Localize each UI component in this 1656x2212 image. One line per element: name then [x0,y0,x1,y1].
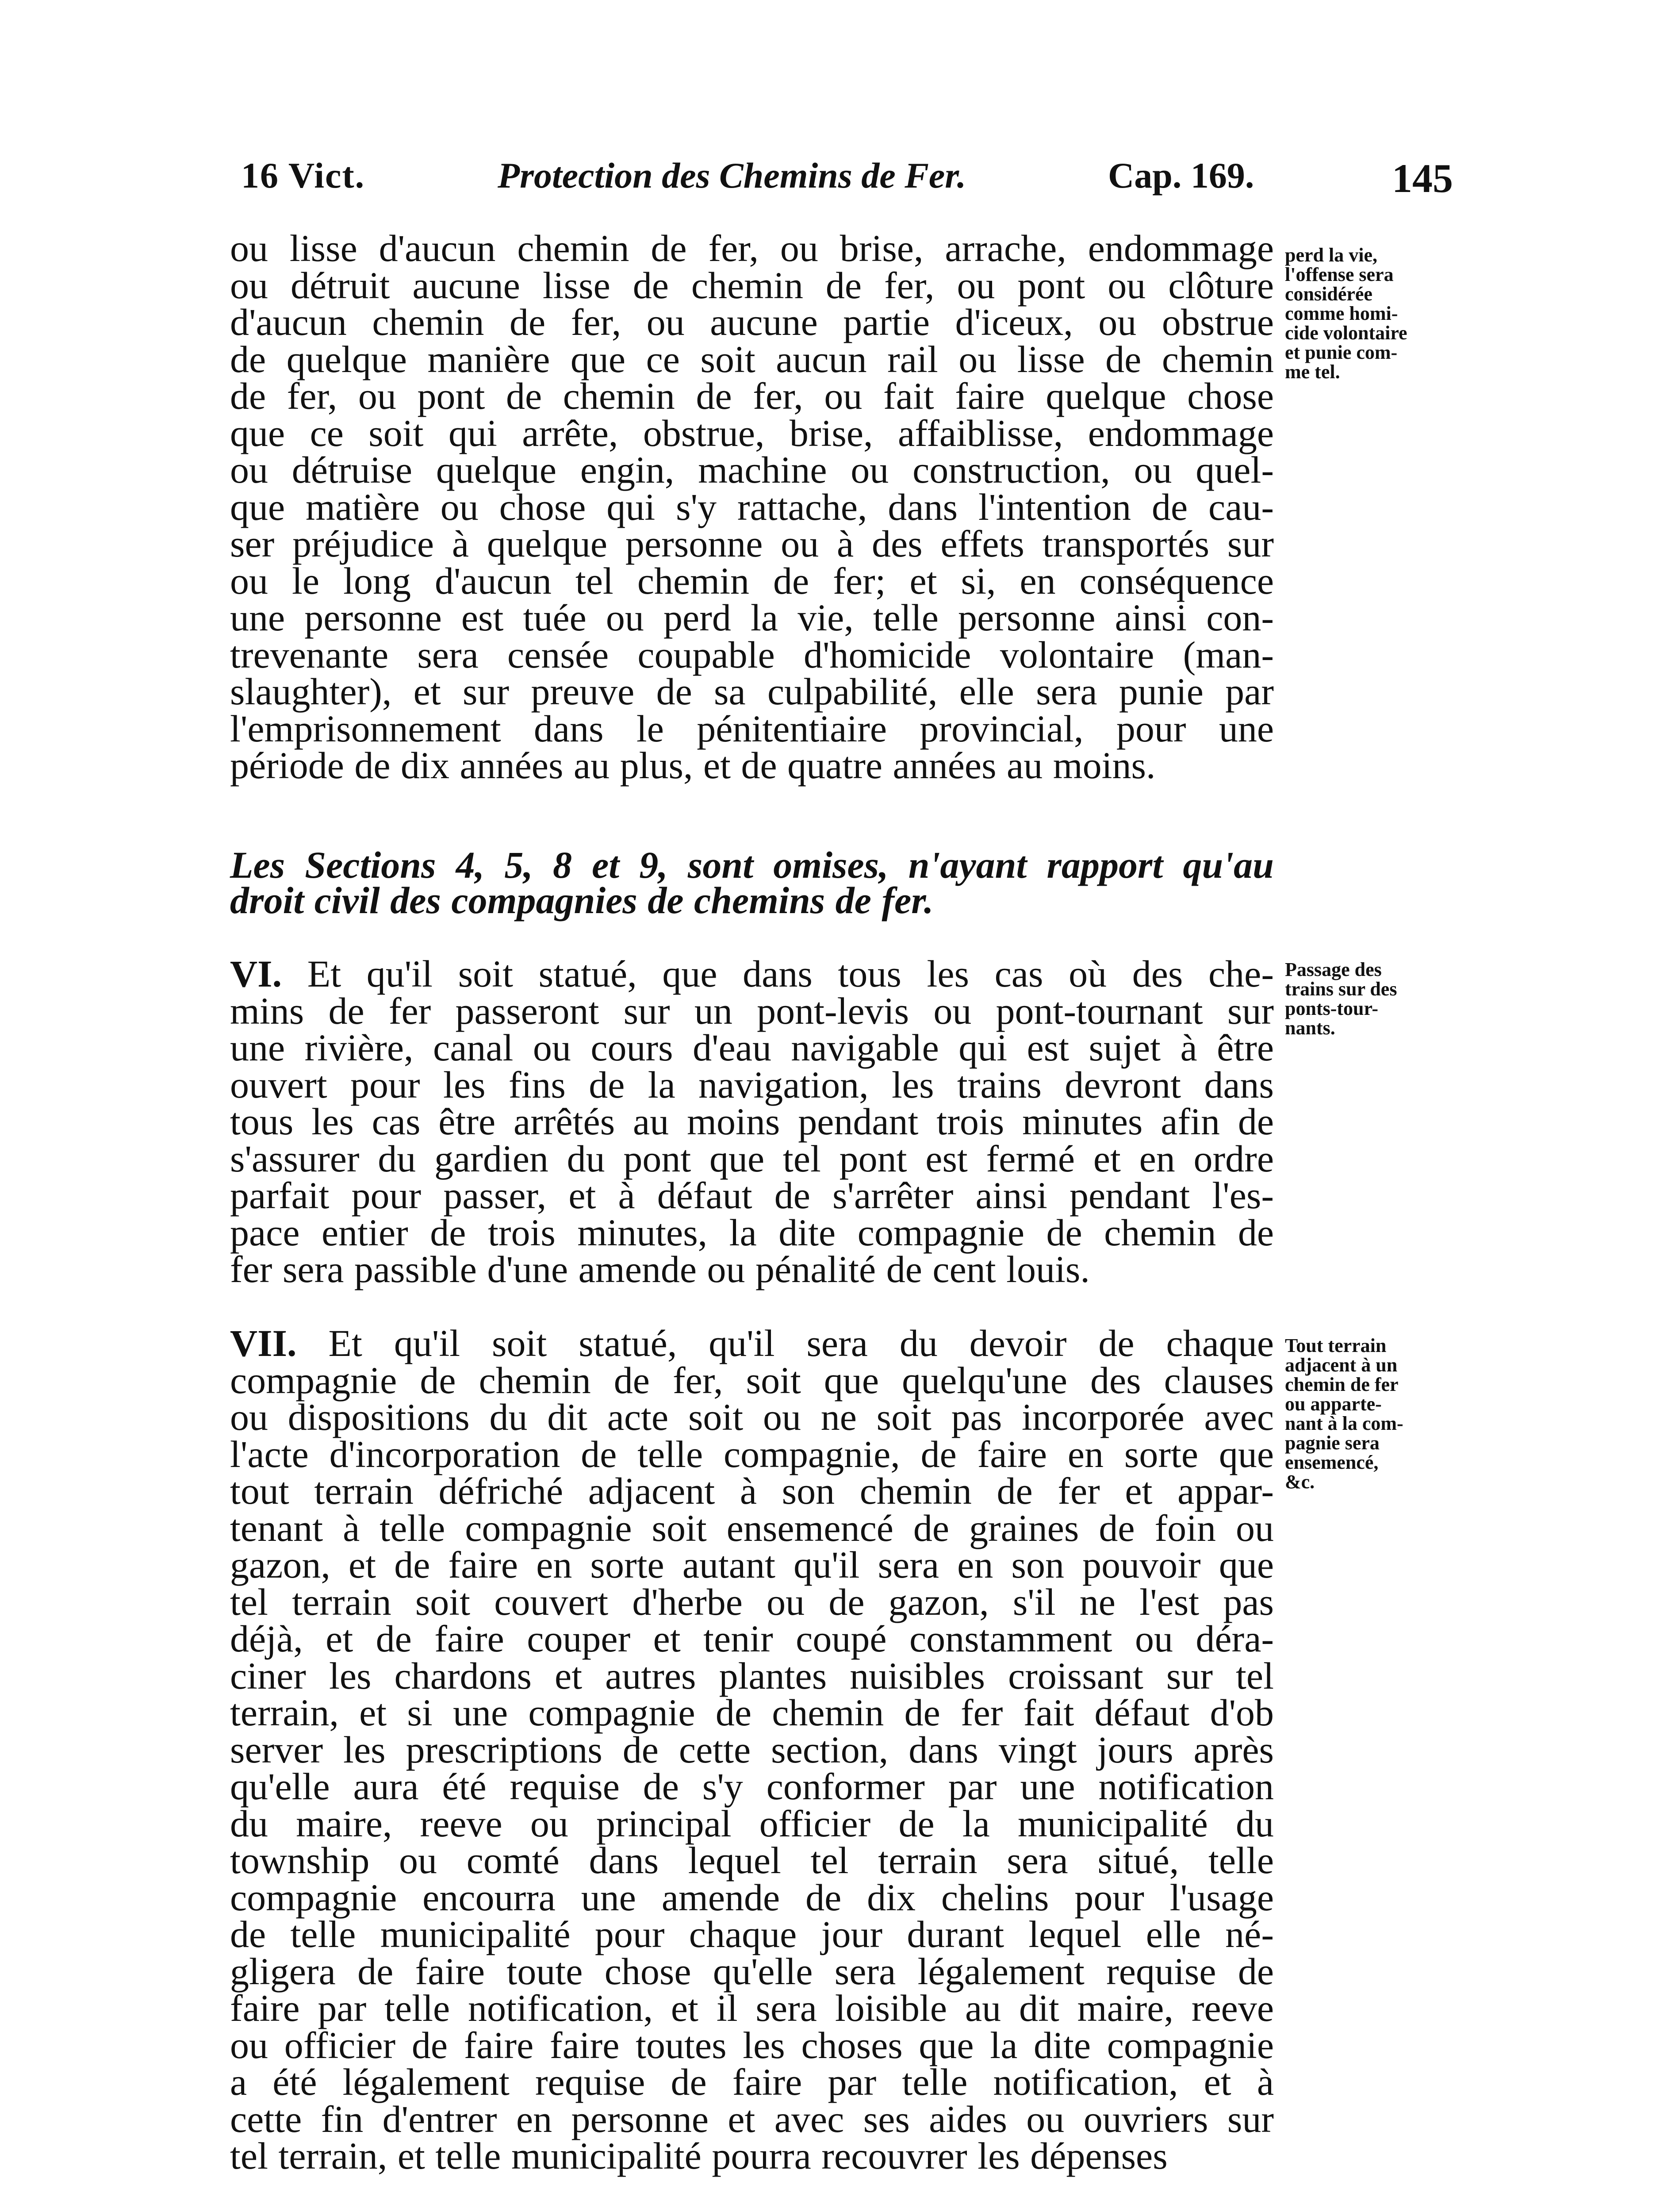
text-line: VII. Et qu'il soit statué, qu'il sera du devoir de chaque [230,1322,1274,1364]
text-line: pace entier de trois minutes, la dite compagnie de chemin de [230,1211,1274,1254]
text-line: qu'elle aura été requise de s'y conformer par une notification [230,1765,1274,1808]
sidenote-line: cide volontaire [1285,322,1407,344]
text-line: de quelque manière que ce soit aucun rail ou lisse de chemin [230,338,1274,380]
page-number: 145 [1392,156,1453,201]
section-vi [230,952,1274,1290]
text-line: tout terrain défriché adjacent à son chemin de fer et appar- [230,1470,1274,1512]
text-line: ser préjudice à quelque personne ou à des effets transportés sur [230,522,1274,565]
header-regnal-year: 16 Vict. [241,155,365,196]
sidenote-line: chemin de fer [1285,1374,1399,1395]
sidenote-swing-bridges [1285,960,1480,1038]
text-line: ou lisse d'aucun chemin de fer, ou brise, arrache, endommage [230,227,1274,269]
header-chapter: Cap. 169. [1108,155,1254,196]
text-line: mins de fer passeront sur un pont-levis ou pont-tournant sur [230,989,1274,1032]
text-line: tous les cas être arrêtés au moins pendant trois minutes afin de [230,1100,1274,1143]
sidenote-line: adjacent à un [1285,1354,1398,1376]
text-line: VI. Et qu'il soit statué, que dans tous les cas où des che- [230,952,1274,995]
text-line: trevenante sera censée coupable d'homicide volontaire (man- [230,633,1274,676]
text-line: période de dix années au plus, et de quatre années au moins. [230,744,1156,787]
text-line: ou détruit aucune lisse de chemin de fer, ou pont ou clôture [230,264,1274,307]
text-line: droit civil des compagnies de chemins de fer. [230,879,934,922]
sidenote-line: ou apparte- [1285,1393,1382,1415]
sidenote-line: et punie com- [1285,342,1398,363]
text-line: compagnie encourra une amende de dix chelins pour l'usage [230,1876,1274,1919]
section-vi-text [230,952,1274,1290]
text-line: que ce soit qui arrête, obstrue, brise, affaiblisse, endommage [230,411,1274,454]
text-line: ou dispositions du dit acte soit ou ne soit pas incorporée avec [230,1396,1274,1438]
text-line: compagnie de chemin de fer, soit que quelqu'une des clauses [230,1359,1274,1402]
text-line: de fer, ou pont de chemin de fer, ou fait faire quelque chose [230,375,1274,417]
sidenote-line: nant à la com- [1285,1413,1403,1434]
sidenote-line: me tel. [1285,361,1340,383]
section-vii [230,1322,1274,2177]
sidenote-line: ponts-tour- [1285,998,1379,1019]
text-line: l'acte d'incorporation de telle compagnie, de faire en sorte que [230,1432,1274,1475]
sidenote-line: ensemencé, [1285,1452,1379,1473]
sidenote-line: Tout terrain [1285,1335,1387,1356]
header-title: Protection des Chemins de Fer. [498,155,966,196]
text-line: server les prescriptions de cette section, dans vingt jours après [230,1728,1274,1771]
text-line: ouvert pour les fins de la navigation, les trains devront dans [230,1063,1274,1106]
text-line: une rivière, canal ou cours d'eau navigable qui est sujet à être [230,1026,1274,1069]
text-line: ou détruise quelque engin, machine ou construction, ou quel- [230,449,1274,491]
section-vii-text [230,1322,1274,2177]
text-line: terrain, et si une compagnie de chemin de fer fait défaut d'ob [230,1691,1274,1734]
running-header [241,155,1453,204]
text-line: s'assurer du gardien du pont que tel pont est fermé et en ordre [230,1137,1274,1180]
sidenote-land-seeded [1285,1336,1480,1492]
text-line: gligera de faire toute chose qu'elle sera légalement requise de [230,1950,1274,1993]
sidenote-line: perd la vie, [1285,244,1377,266]
sidenote-line: &c. [1285,1471,1315,1493]
sidenote-line: l'offense sera [1285,264,1394,285]
text-line: tenant à telle compagnie soit ensemencé de graines de foin ou [230,1506,1274,1549]
section-number: VII. [230,1322,297,1364]
text-line: l'emprisonnement dans le pénitentiaire provincial, pour une [230,707,1274,750]
text-line: tel terrain soit couvert d'herbe ou de gazon, s'il ne l'est pas [230,1580,1274,1623]
text-line: Les Sections 4, 5, 8 et 9, sont omises, n'ayant rapport qu'au [230,844,1274,886]
omitted-sections-note [230,844,1274,922]
sidenote-manslaughter [1285,246,1480,382]
sidenote-line: nants. [1285,1017,1335,1039]
text-line: ou officier de faire faire toutes les choses que la dite compagnie [230,2024,1274,2066]
text-line: gazon, et de faire en sorte autant qu'il sera en son pouvoir que [230,1544,1274,1586]
text-line: cette fin d'entrer en personne et avec ses aides ou ouvriers sur [230,2097,1274,2140]
sidenote-line: pagnie sera [1285,1432,1380,1454]
section-number: VI. [230,952,282,995]
text-line: a été légalement requise de faire par telle notification, et à [230,2061,1274,2103]
text-line: une personne est tuée ou perd la vie, telle personne ainsi con- [230,596,1274,639]
paragraph-1 [230,227,1274,787]
sidenote-line: considérée [1285,283,1372,305]
sidenote-line: trains sur des [1285,978,1397,1000]
text-line: d'aucun chemin de fer, ou aucune partie d'iceux, ou obstrue [230,301,1274,343]
text-line: du maire, reeve ou principal officier de la municipalité du [230,1802,1274,1845]
paragraph-text [230,227,1274,787]
text-line: slaughter), et sur preuve de sa culpabilité, elle sera punie par [230,670,1274,713]
text-line: tel terrain, et telle municipalité pourra recouvrer les dépenses [230,2135,1168,2177]
text-line: faire par telle notification, et il sera loisible au dit maire, reeve [230,1987,1274,2029]
text-line: fer sera passible d'une amende ou pénalité de cent louis. [230,1248,1090,1290]
sidenote-line: Passage des [1285,959,1382,980]
text-line: township ou comté dans lequel tel terrain sera situé, telle [230,1839,1274,1882]
text-line: déjà, et de faire couper et tenir coupé constamment ou déra- [230,1617,1274,1660]
sidenote-line: comme homi- [1285,303,1398,324]
text-line: parfait pour passer, et à défaut de s'arrêter ainsi pendant l'es- [230,1174,1274,1217]
omitted-note-text [230,844,1274,922]
text-line: ou le long d'aucun tel chemin de fer; et si, en conséquence [230,559,1274,602]
text-line: ciner les chardons et autres plantes nuisibles croissant sur tel [230,1654,1274,1697]
text-line: que matière ou chose qui s'y rattache, dans l'intention de cau- [230,485,1274,528]
text-line: de telle municipalité pour chaque jour durant lequel elle né- [230,1913,1274,1955]
